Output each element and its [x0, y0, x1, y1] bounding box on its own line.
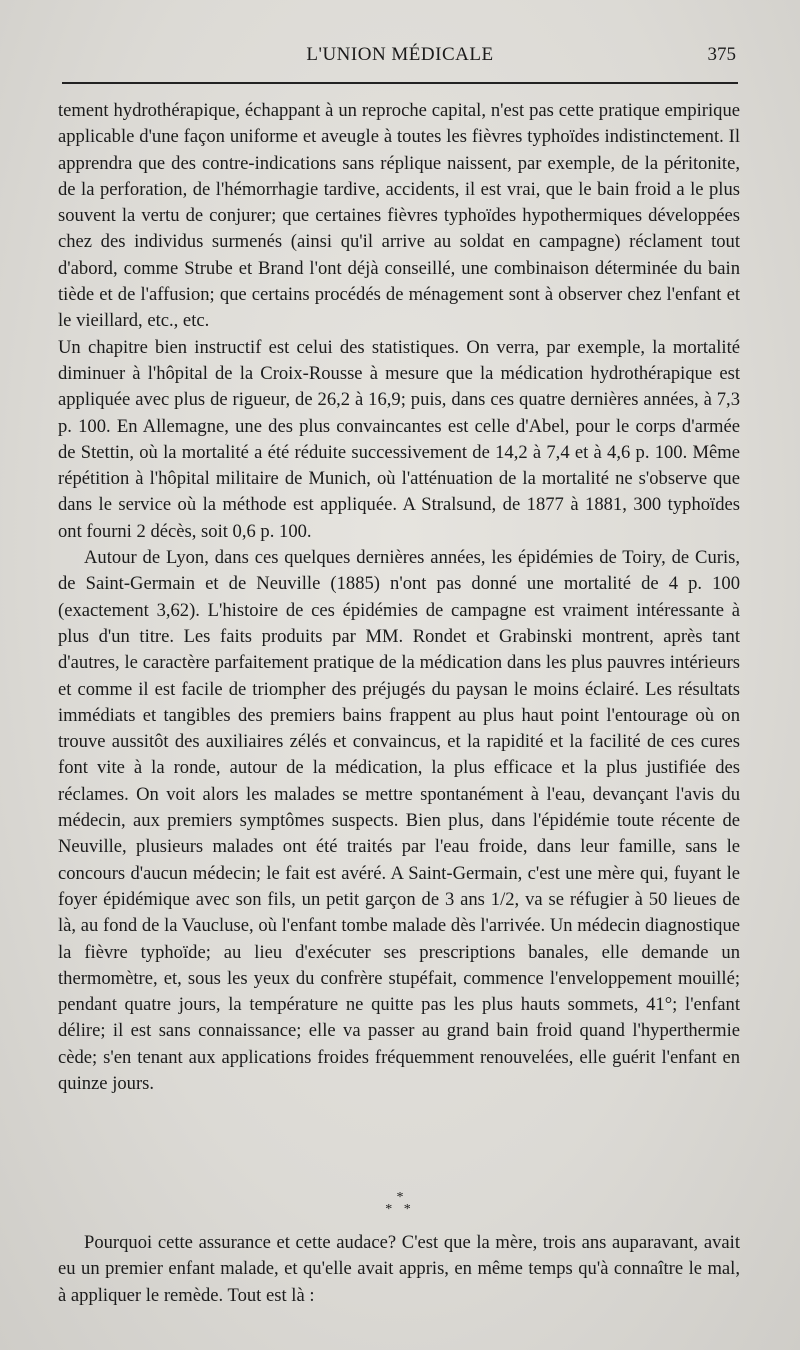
- page-header: [60, 44, 740, 74]
- paragraph-lyon: Autour de Lyon, dans ces quelques dernières années, les épidémies de Toiry, de Curis, de Saint-Germain et de Neuville (1885) n'ont pas donné une mortalité de 4 p. 100 (exactement 3,62). L'histoire de ces épidémies de campagne est vraiment intéressante à plus d'un titre. Les faits produits par MM. Rondet et Grabinski montrent, après tant d'autres, le caractère parfaitement pratique de la médication dans les plus pauvres intérieurs et comme il est facile de triompher des préjugés du paysan le moins éclairé. Les résultats immédiats et tangibles des premiers bains frappent au plus haut point l'entourage où on trouve aussitôt des auxiliaires zélés et convaincus, et la rapidité et la facilité de ces cures font vite à la ronde, autour de la médication, la plus efficace et la plus justifiée des réclames. On voit alors les malades se mettre spontanément à l'eau, devançant l'avis du médecin, aux premiers symptômes suspects. Bien plus, dans l'épidémie toute récente de Neuville, plusieurs malades ont été traités par l'eau froide, dans leur famille, sans le concours d'aucun médecin; le fait est avéré. A Saint-Germain, c'est une mère qui, fuyant le foyer épidémique avec son fils, un petit garçon de 3 ans 1/2, va se réfugier à 50 lieues de là, au fond de la Vaucluse, où l'enfant tombe malade dès l'arrivée. Un médecin diagnostique la fièvre typhoïde; au lieu d'exécuter ses prescriptions banales, elle demande un thermomètre, et, sous les yeux du confrère stupéfait, commence l'enveloppement mouillé; pendant quatre jours, la température ne quitte pas les plus hauts sommets, 41°; l'enfant délire; il est sans connaissance; elle va passer au grand bain froid quand l'hyperthermie cède; s'en tenant aux applications froides fréquemment renouvelées, elle guérit l'enfant en quinze jours.: [58, 547, 740, 1094]
- separator-stars-bottom: * *: [385, 1202, 415, 1217]
- section-separator: [0, 1192, 800, 1222]
- header-rule: [62, 82, 738, 84]
- paragraph-statistics: Un chapitre bien instructif est celui des statistiques. On verra, par exemple, la mortalité diminuer à l'hôpital de la Croix-Rousse à mesure que la médication hydrothérapique est appliquée avec plus de rigueur, de 26,2 à 16,9; puis, dans ces quatre dernières années, à 7,3 p. 100. En Allemagne, une des plus convaincantes est celle d'Abel, pour le corps d'armée de Stettin, où la mortalité a été réduite successivement de 14,2 à 7,4 et à 4,6 p. 100. Même répétition à l'hôpital militaire de Munich, où l'atténuation de la mortalité ne s'observe que dans le service où la méthode est appliquée. A Stralsund, de 1877 à 1881, 300 typhoïdes ont fourni 2 décès, soit 0,6 p. 100.: [58, 336, 740, 542]
- page-number: 375: [707, 44, 736, 65]
- paragraph-continuation: tement hydrothérapique, échappant à un reproche capital, n'est pas cette pratique empirique applicable d'une façon uniforme et aveugle à toutes les fièvres typhoïdes indistinctement. Il apprendra que des contre-indications sans réplique naissent, par exemple, de la péritonite, de la perforation, de l'hémorrhagie tardive, accidents, il est vrai, que le bain froid a le plus souvent la vertu de conjurer; que certaines fièvres typhoïdes hypothermiques développées chez des individus surmenés (ainsi qu'il arrive au soldat en campagne) réclament tout d'abord, comme Strube et Brand l'ont déjà conseillé, une combinaison déterminée du bain tiède et de l'affusion; que certains procédés de ménagement sont à observer chez l'enfant et le vieillard, etc., etc.: [58, 100, 740, 332]
- separator-star-top: *: [396, 1190, 404, 1205]
- running-head: L'UNION MÉDICALE: [306, 44, 494, 65]
- body-text: [58, 98, 740, 1097]
- paragraph-final: Pourquoi cette assurance et cette audace? C'est que la mère, trois ans auparavant, avait eu un premier enfant malade, et qu'elle avait appris, en même temps qu'à connaître le mal, à appliquer le remède. Tout est là :: [58, 1232, 740, 1306]
- final-text: [58, 1230, 740, 1309]
